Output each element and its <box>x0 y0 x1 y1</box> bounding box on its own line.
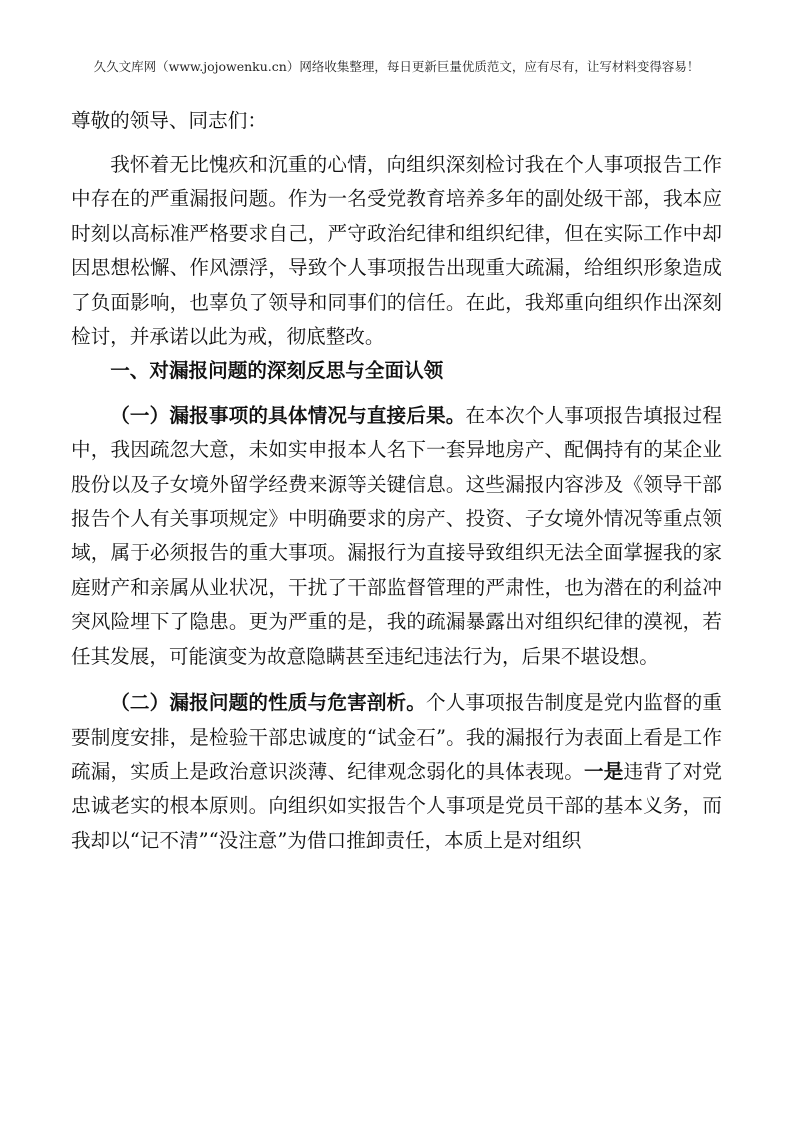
subsection-2-paragraph <box>71 686 722 858</box>
salutation: 尊敬的领导、同志们： <box>71 109 267 132</box>
subsection-2-text-b: 违背了对党忠诚老实的根本原则。向组织如实报告个人事项是党员干部的基本义务，而我却以“记不清”“没注意”为借口推卸责任，本质上是对组织 <box>71 759 723 852</box>
subsection-1-text: 在本次个人事项报告填报过程中，我因疏忽大意，未如实申报本人名下一套异地房产、配偶持有的某企业股份以及子女境外留学经费来源等关键信息。这些漏报内容涉及《领导干部报告个人有关事项规定》中明确要求的房产、投资、子女境外情况等重点领域，属于必须报告的重大事项。漏报行为直接导致组织无法全面掌握我的家庭财产和亲属从业状况，干扰了干部监督管理的严肃性，也为潜在的利益冲突风险埋下了隐患。更为严重的是，我的疏漏暴露出对组织纪律的漠视，若任其发展，可能演变为故意隐瞒甚至违纪违法行为，后果不堪设想。 <box>71 403 723 668</box>
section-heading: 一、对漏报问题的深刻反思与全面认领 <box>110 359 444 383</box>
subsection-2-text-a: 个人事项报告制度是党内监督的重要制度安排，是检验干部忠诚度的“试金石”。我的漏报行为表面上看是工作疏漏，实质上是政治意识淡薄、纪律观念弱化的具体表现。 <box>71 691 723 783</box>
subsection-1-lead: （一）漏报事项的具体情况与直接后果。 <box>110 403 466 427</box>
point-1-lead: 一是 <box>584 759 624 783</box>
header-note: 久久文库网（www.jojowenku.cn）网络收集整理，每日更新巨量优质范文，应有尽有，让写材料变得容易！ <box>93 59 700 74</box>
intro-paragraph: 我怀着无比愧疚和沉重的心情，向组织深刻检讨我在个人事项报告工作中存在的严重漏报问题。作为一名受党教育培养多年的副处级干部，我本应时刻以高标准严格要求自己，严守政治纪律和组织纪律，但在实际工作中却因思想松懈、作风漂浮，导致个人事项报告出现重大疏漏，给组织形象造成了负面影响，也辜负了领导和同事们的信任。在此，我郑重向组织作出深刻检讨，并承诺以此为戒，彻底整改。 <box>71 153 722 349</box>
subsection-2-lead: （二）漏报问题的性质与危害剖析。 <box>110 691 427 715</box>
subsection-1-paragraph <box>71 399 722 674</box>
document-body <box>71 104 722 858</box>
